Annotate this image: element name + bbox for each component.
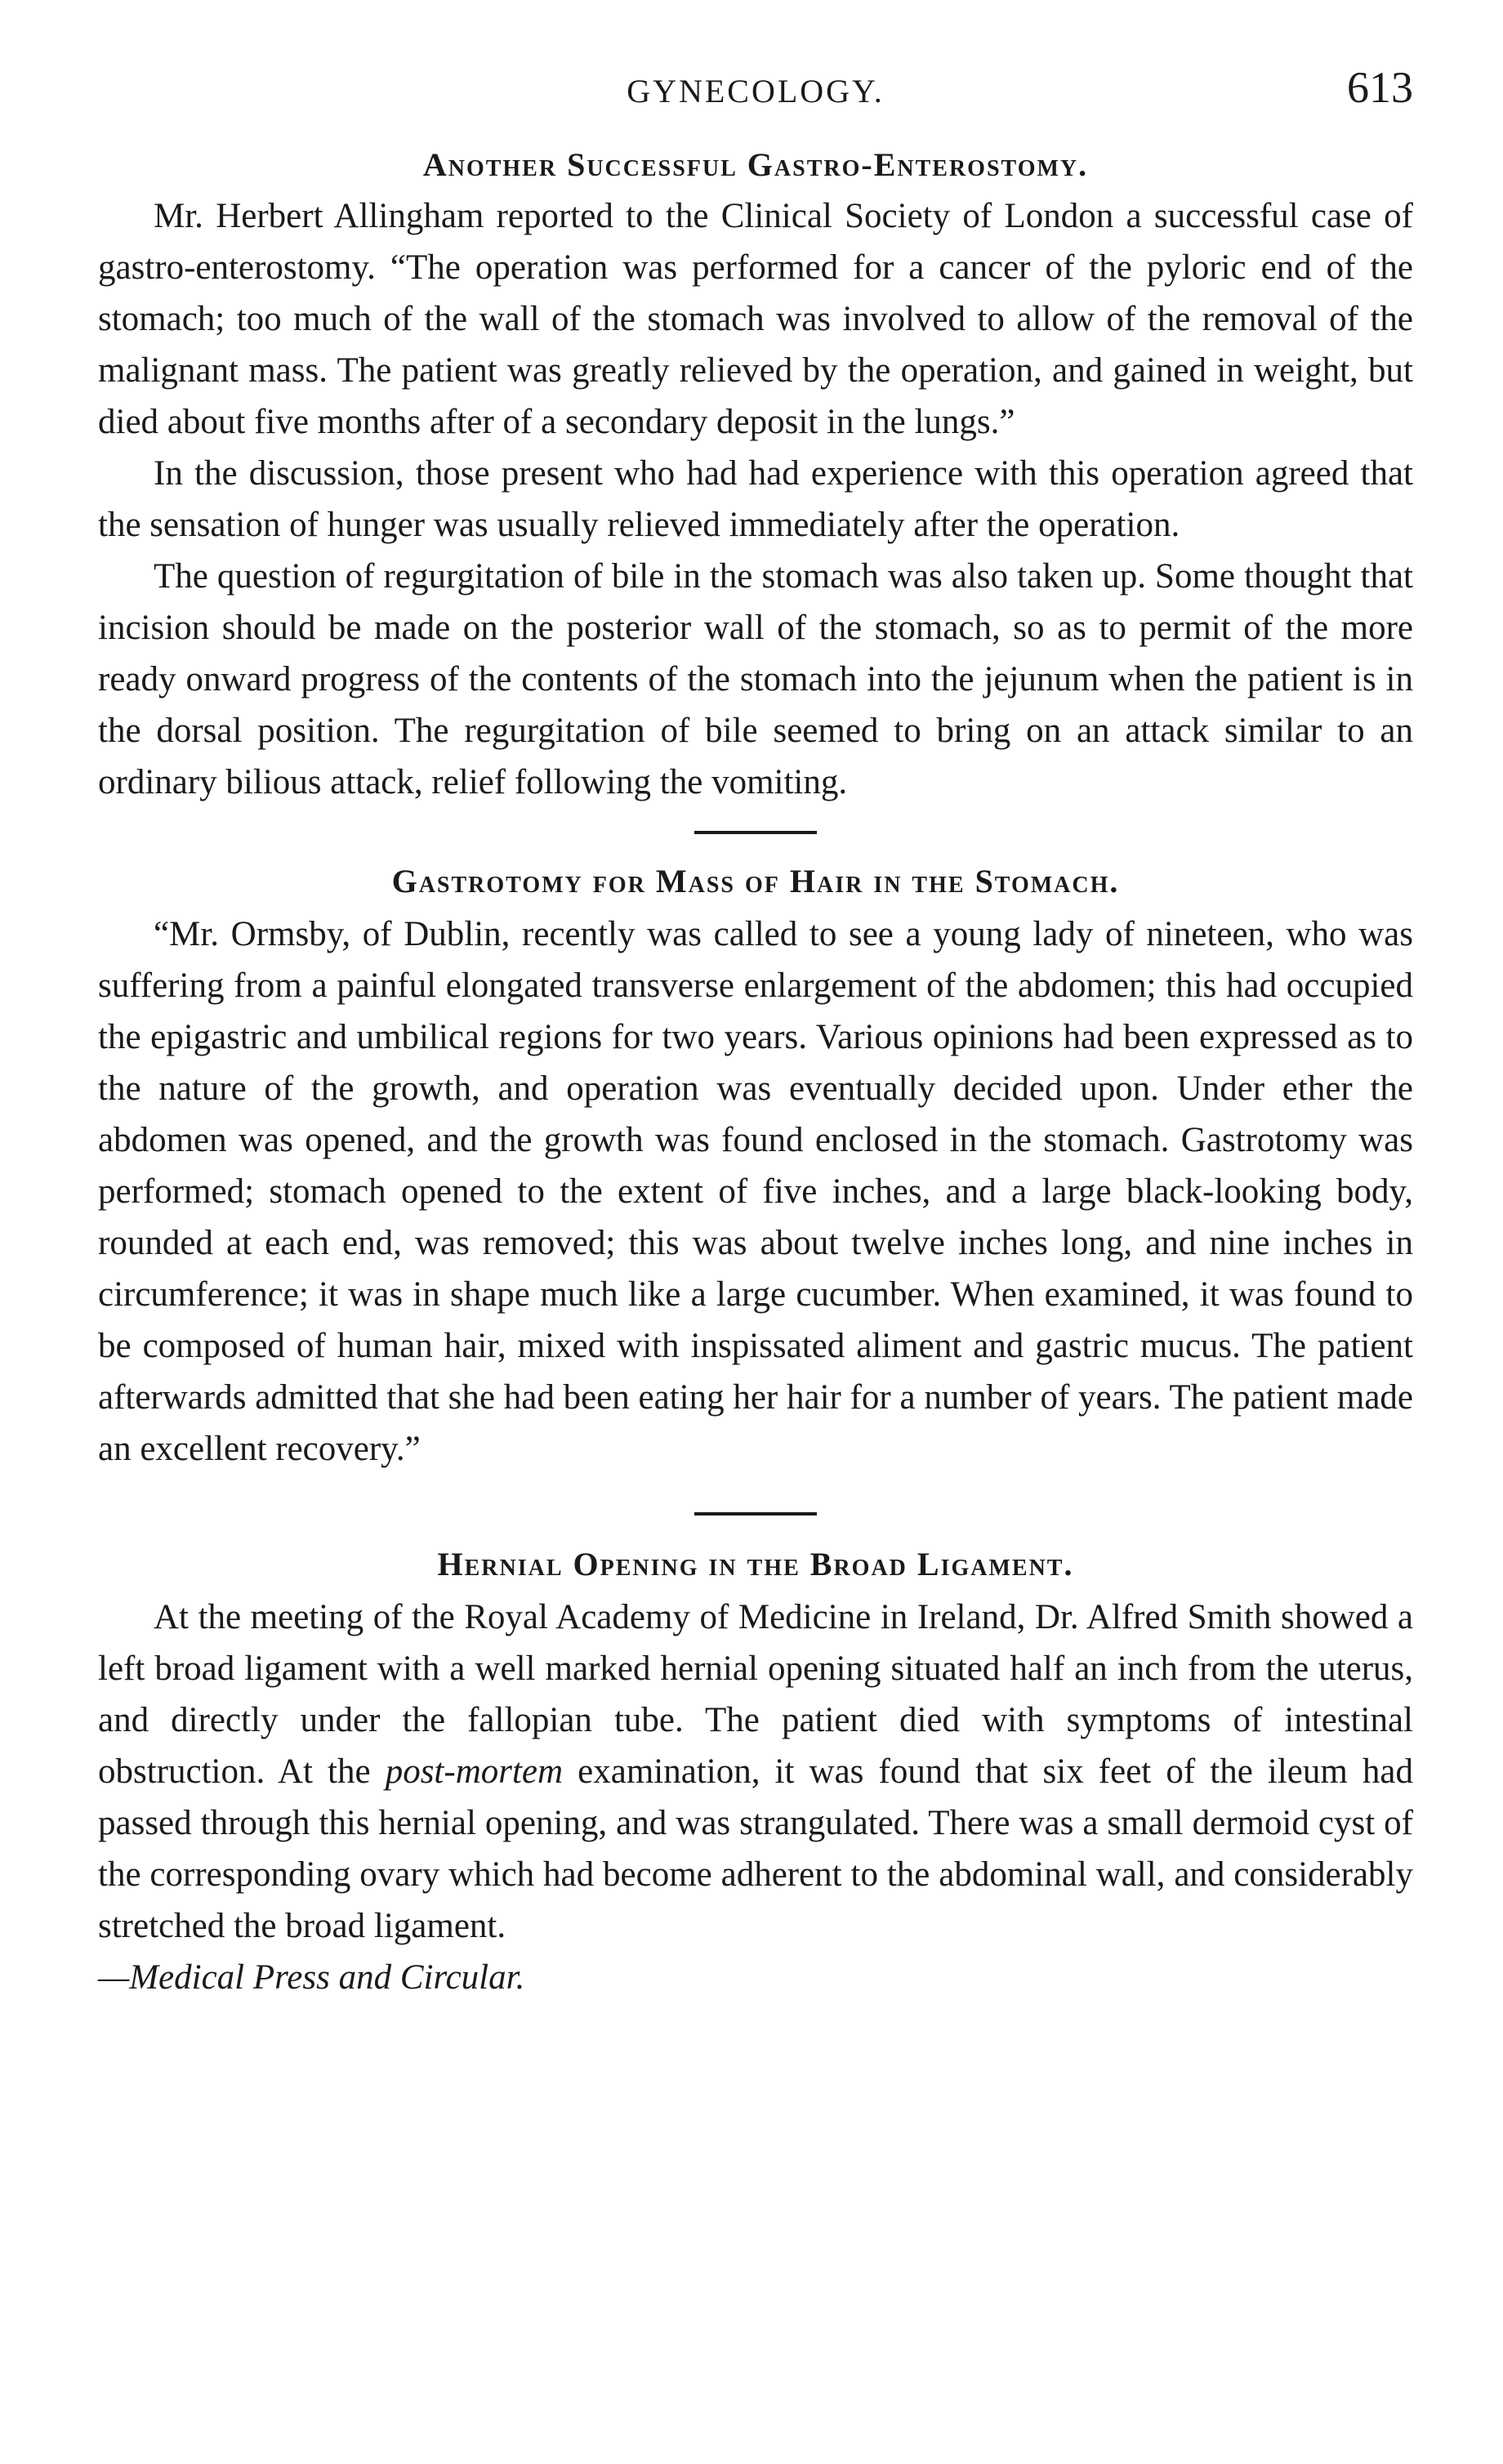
source-citation: —Medical Press and Circular. xyxy=(98,1958,525,1997)
paragraph-hernial-opening xyxy=(98,1591,1413,1952)
section-heading-gastro-enterostomy: Another Successful Gastro-Enterostomy. xyxy=(422,146,1089,183)
section-heading-hernial-opening: Hernial Opening in the Broad Ligament. xyxy=(437,1546,1074,1582)
paragraph-text-part: At the meeting of the Royal Academy of Medicine in Ireland, Dr. Alfred Smith showed a left broad ligament with a well marked hernial opening situated half an inch from the uterus, and directly under the fallopian tube. The patient died with symptoms of intestinal obstruction. At the xyxy=(98,1598,1413,1791)
running-title: GYNECOLOGY. xyxy=(627,73,885,109)
paragraph-ormsby-case: “Mr. Ormsby, of Dublin, recently was called to see a young lady of nineteen, who was suffering from a painful elongated transverse enlargement of the abdomen; this had occupied the epigastric and umbilical regions for two years. Various opinions had been expressed as to the nature of the growth, and operation was eventually decided upon. Under ether the abdomen was opened, and the growth was found enclosed in the stomach. Gastrotomy was performed; stomach opened to the extent of five inches, and a large black-looking body, rounded at each end, was removed; this was about twelve inches long, and nine inches in circumference; it was in shape much like a large cucumber. When examined, it was found to be composed of human hair, mixed with inspissated aliment and gastric mucus. The patient afterwards admitted that she had been eating her hair for a number of years. The patient made an excellent recovery.” xyxy=(98,915,1413,1468)
page-number: 613 xyxy=(1347,63,1413,112)
paragraph-text-part: examination, it was found that six feet of the ileum had passed through this hernial opening, and was strangulated. There was a small dermoid cyst of the corresponding ovary which had become adherent to the abdominal wall, and considerably stretched the broad ligament. xyxy=(98,1752,1413,1945)
section-heading-gastrotomy-hair: Gastrotomy for Mass of Hair in the Stomach. xyxy=(391,863,1120,899)
paragraph-discussion: In the discussion, those present who had had experience with this operation agreed that the sensation of hunger was usually relieved immediately after the operation. xyxy=(98,454,1413,544)
paragraph-regurgitation: The question of regurgitation of bile in the stomach was also taken up. Some thought that incision should be made on the posterior wall of the stomach, so as to permit of the more ready onward progress of the contents of the stomach into the jejunum when the patient is in the dorsal position. The regurgitation of bile seemed to bring on an attack similar to an ordinary bilious attack, relief following the vomiting. xyxy=(98,557,1413,801)
section-divider xyxy=(694,831,817,834)
section-divider xyxy=(694,1512,817,1515)
paragraph-italic-term: post-mortem xyxy=(385,1752,564,1791)
running-head xyxy=(98,57,1413,131)
paragraph-allingham-report: Mr. Herbert Allingham reported to the Clinical Society of London a successful case of gastro-enterostomy. “The operation was performed for a cancer of the pyloric end of the stomach; too much of the wall of the stomach was involved to allow of the removal of the malignant mass. The patient was greatly relieved by the operation, and gained in weight, but died about five months after of a secondary deposit in the lungs.” xyxy=(98,197,1413,441)
document-page xyxy=(98,57,1413,2003)
